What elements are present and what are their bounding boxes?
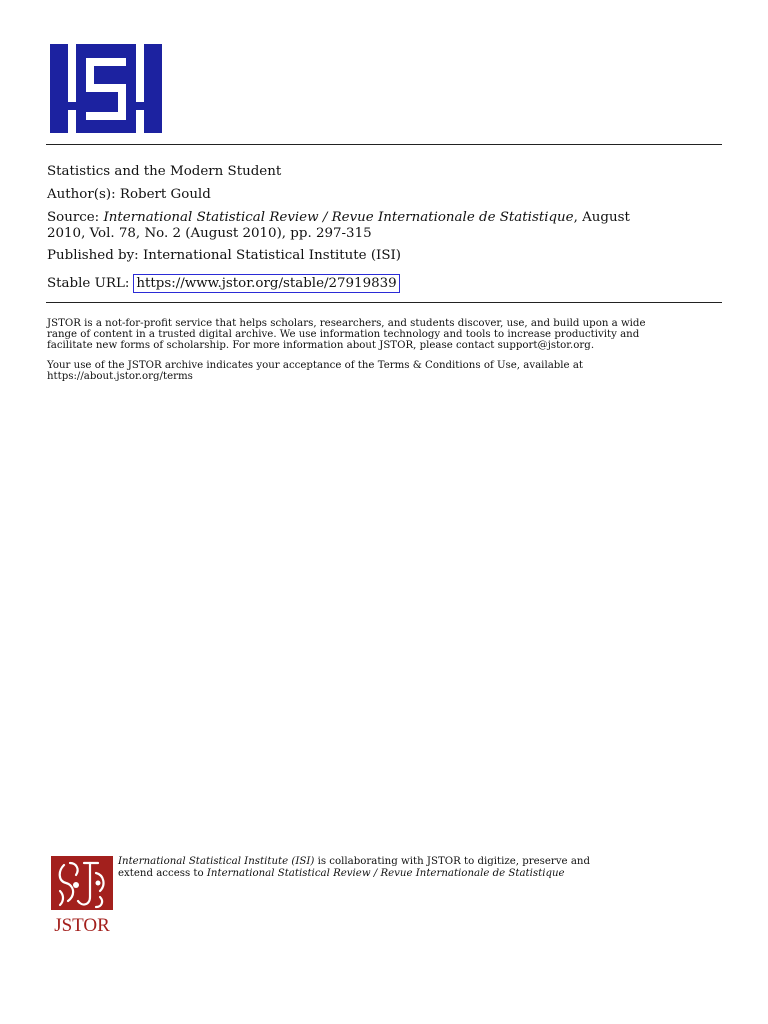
collaboration-statement [118,856,678,879]
author-label: Author(s): [47,187,116,202]
notice-line: facilitate new forms of scholarship. For more information about JSTOR, please contact support@jstor.org. [47,340,595,351]
terms-paragraph [47,360,727,382]
collab-line-1 [118,856,678,868]
source-label: Source: [47,210,100,225]
terms-line: Your use of the JSTOR archive indicates your acceptance of the Terms & Conditions of Use, available at [47,360,583,371]
top-divider [46,144,722,145]
publisher-name: International Statistical Institute (ISI) [142,248,402,263]
notice-line: JSTOR is a not-for-profit service that helps scholars, researchers, and students discover, use, and build upon a wide [47,318,646,329]
isi-logo [50,44,162,133]
article-title: Statistics and the Modern Student [47,164,282,179]
collab-line-2 [118,868,678,880]
journal-title: International Statistical Review / Revue Internationale de Statistique [103,210,574,225]
notice-line: range of content in a trusted digital archive. We use information technology and tools to increase productivity and [47,329,640,340]
terms-url[interactable]: https://about.jstor.org/terms [47,371,193,382]
author-line [47,187,211,202]
stable-url-link[interactable]: https://www.jstor.org/stable/27919839 [133,274,399,293]
stable-url-label: Stable URL: [47,276,130,291]
middle-divider [46,302,722,303]
published-label: Published by: [47,248,139,263]
source-block [47,210,630,241]
author-name: Robert Gould [119,187,211,202]
collab-text: is collaborating with JSTOR to digitize, preserve and [314,856,590,867]
svg-text:JSTOR: JSTOR [54,915,110,935]
source-line-2: 2010, Vol. 78, No. 2 (August 2010), pp. 297-315 [47,225,372,241]
jstor-notice-paragraph [47,318,727,351]
collab-journal: International Statistical Review / Revue Internationale de Statistique [206,867,565,879]
stable-url-line [47,274,400,293]
collab-text-2: extend access to [118,867,207,879]
source-date: , August [573,210,630,225]
source-line-1 [47,210,630,226]
collab-institute: International Statistical Institute (ISI) [118,856,315,867]
publisher-line [47,248,401,263]
jstor-logo [50,855,114,935]
